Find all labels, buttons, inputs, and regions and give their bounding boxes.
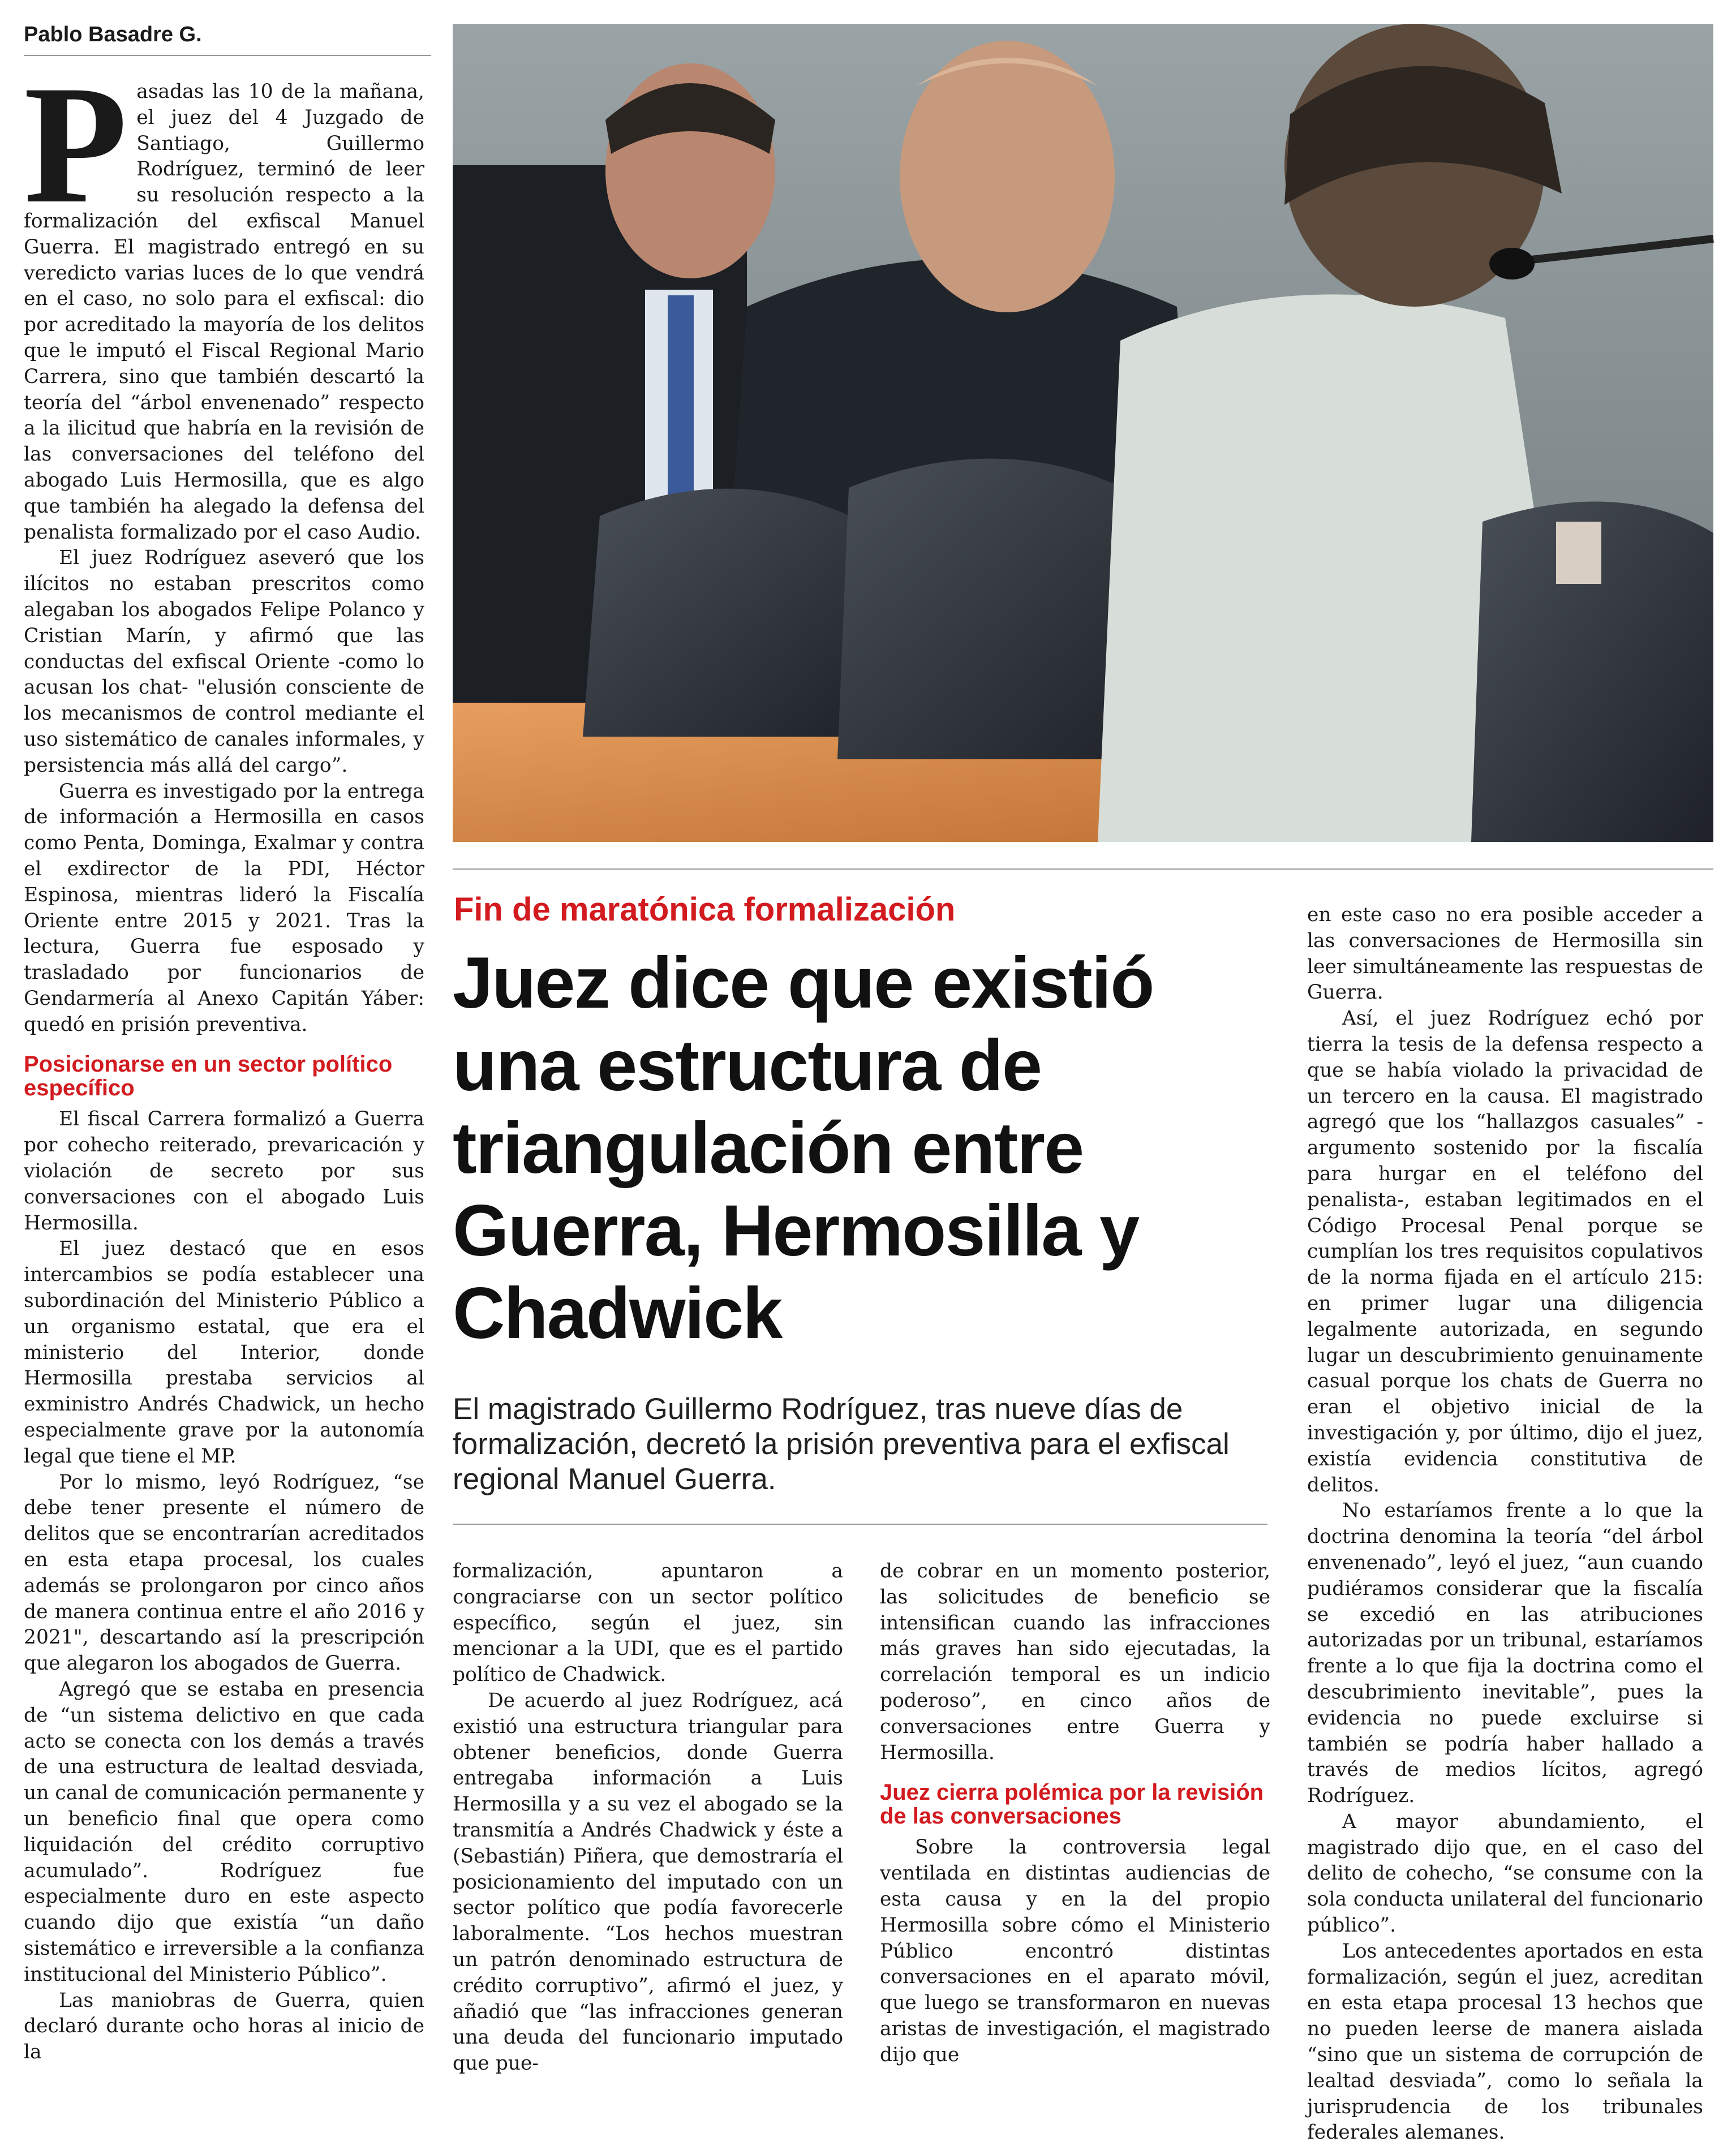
subheading: Posicionarse en un sector político específico <box>24 1052 393 1101</box>
courtroom-photo-illustration <box>453 24 1713 842</box>
headline: Juez dice que existió una estructura de triangulación entre Guerra, Hermosilla y Chadwick <box>453 943 1154 1354</box>
paragraph: Por lo mismo, leyó Rodríguez, “se debe tener presente el número de delitos que se encontrarían acreditados en esta etapa procesal, los cuales además se prolongaron por cinco años de manera continua entre el año 2016 y 2021", descartando así la prescripción que alegaron los abogados de Guerra. <box>24 1470 424 1675</box>
paragraph: Agregó que se estaba en presencia de “un sistema delictivo en que cada acto se conecta con los demás a través de una estructura de lealtad desviada, un canal de comunicación permanente y un beneficio final que opera como liquidación del crédito corruptivo acumulado”. Rodríguez fue especialmente duro en este aspecto cuando dijo que existía “un daño sistemático e irreversible a la confianza institucional del Ministerio Público”. <box>24 1678 424 1986</box>
section-divider <box>453 868 1713 870</box>
paragraph: de cobrar en un momento posterior, las solicitudes de beneficio se intensifican cuando las infracciones más graves han sido ejecutadas, la correlación temporal es un indicio poderoso”, en cinco años de conversaciones entre Guerra y Hermosilla. <box>880 1560 1270 1764</box>
paragraph: El juez Rodríguez aseveró que los ilícitos no estaban prescritos como alegaban los abogados Felipe Polanco y Cristian Marín, y afirmó que las conductas del exfiscal Oriente -como lo acusan los chat- "elusión consciente de los mecanismos de control mediante el uso sistemático de canales informales, y persistencia más allá del cargo”. <box>24 547 424 777</box>
paragraph: Las maniobras de Guerra, quien declaró durante ocho horas al inicio de la <box>24 1989 424 2064</box>
kicker: Fin de maratónica formalización <box>454 891 956 928</box>
paragraph: A mayor abundamiento, el magistrado dijo que, en el caso del delito de cohecho, “se consume con la sola conducta unilateral del funcionario público”. <box>1307 1810 1703 1937</box>
paragraph: No estaríamos frente a lo que la doctrina denomina la teoría “del árbol envenenado”, leyó el juez, “aun cuando pudiéramos considerar que la fiscalía se excedió en las atribuciones autorizadas por un tribunal, estaríamos frente a lo que fija la doctrina como el descubrimiento inevitable”, pues la evidencia no puede excluirse si también se podría haber hallado a través de medios lícitos, agregó Rodríguez. <box>1307 1499 1703 1808</box>
drop-cap: P <box>24 50 128 238</box>
paragraph: De acuerdo al juez Rodríguez, acá existió una estructura triangular para obtener beneficios, donde Guerra entregaba información a Luis Hermosilla y a su vez el abogado se la transmitía a Andrés Chadwick y éste a (Sebastián) Piñera, que demostraría el posicionamiento del imputado con un sector político que podía favorecerle laboralmente. “Los hechos muestran un patrón denominado estructura de crédito corruptivo”, afirmó el juez, y añadió que “las infracciones generan una deuda del funcionario imputado que pue- <box>453 1689 843 2075</box>
paragraph: Así, el juez Rodríguez echó por tierra la tesis de la defensa respecto a que se había violado la privacidad de un tercero en la causa. El magistrado agregó que los “hallazgos casuales” -argumento sostenido por la fiscalía para hurgar en el teléfono del penalista-, estaban legitimados en el Código Procesal Penal porque se cumplían los tres requisitos copulativos de la norma fijada en el artículo 215: en primer lugar una diligencia legalmente autorizada, en segundo lugar un descubrimiento genuinamente casual porque los chats de Guerra no eran el objetivo inicial de la investigación y, por último, dijo el juez, existía evidencia constitutiva de delitos. <box>1307 1007 1703 1496</box>
paragraph: Los antecedentes aportados en esta formalización, según el juez, acreditan en esta etapa procesal 13 hechos que no pueden leerse de manera aislada “sino que un sistema de corrupción de lealtad desviada”, como lo señala la jurisprudencia de los tribunales federales alemanes. <box>1307 1939 1703 2144</box>
paragraph: Sobre la controversia legal ventilada en distintas audiencias de esta causa y en la del propio Hermosilla sobre cómo el Ministerio Público encontró distintas conversaciones en el aparato móvil, que luego se transformaron en nuevas aristas de investigación, el magistrado dijo que <box>880 1836 1270 2066</box>
article-column-4 <box>1307 902 1703 2144</box>
deck: El magistrado Guillermo Rodríguez, tras nueve días de formalización, decretó la prisión preventiva para el exfiscal regional Manuel Guerra. <box>453 1392 1230 1496</box>
deck-divider <box>453 1524 1267 1525</box>
paragraph: El juez destacó que en esos intercambios se podía establecer una subordinación del Ministerio Público a un organismo estatal, que era el ministerio del Interior, donde Hermosilla prestaba servicios al exministro Andrés Chadwick, un hecho especialmente grave por la autonomía legal que tiene el MP. <box>24 1237 424 1468</box>
paragraph: El fiscal Carrera formalizó a Guerra por cohecho reiterado, prevaricación y violación de secreto por sus conversaciones con el abogado Luis Hermosilla. <box>24 1108 424 1235</box>
article-column-3 <box>880 1559 1270 2066</box>
byline: Pablo Basadre G. <box>24 23 431 56</box>
news-photo <box>453 24 1713 842</box>
paragraph: en este caso no era posible acceder a las conversaciones de Hermosilla sin leer simultáneamente las respuestas de Guerra. <box>1307 904 1703 1004</box>
article-column-2 <box>453 1559 843 2075</box>
paragraph: formalización, apuntaron a congraciarse con un sector político específico, según el juez, sin mencionar a la UDI, que es el partido político de Chadwick. <box>453 1560 843 1687</box>
paragraph: Guerra es investigado por la entrega de información a Hermosilla en casos como Penta, Dominga, Exalmar y contra el exdirector de la PDI, Héctor Espinosa, mientras lideró la Fiscalía Oriente entre 2015 y 2021. Tras la lectura, Guerra fue esposado y trasladado por funcionarios de Gendarmería al Anexo Capitán Yáber: quedó en prisión preventiva. <box>24 780 424 1036</box>
paragraph: asadas las 10 de la mañana, el juez del 4 Juzgado de Santiago, Guillermo Rodríguez, terminó de leer su resolución respecto a la formalización del exfiscal Manuel Guerra. El magistrado entregó en su veredicto varias luces de lo que vendrá en el caso, no solo para el exfiscal: dio por acreditado la mayoría de los delitos que le imputó el Fiscal Regional Mario Carrera, sino que también descartó la teoría del “árbol envenenado” respecto a la ilicitud que habría en la revisión de las conversaciones del teléfono del abogado Luis Hermosilla, que es algo que también ha alegado la defensa del penalista formalizado por el caso Audio. <box>24 80 424 544</box>
article-column-1 <box>24 50 424 2064</box>
subheading: Juez cierra polémica por la revisión de las conversaciones <box>880 1780 1264 1829</box>
